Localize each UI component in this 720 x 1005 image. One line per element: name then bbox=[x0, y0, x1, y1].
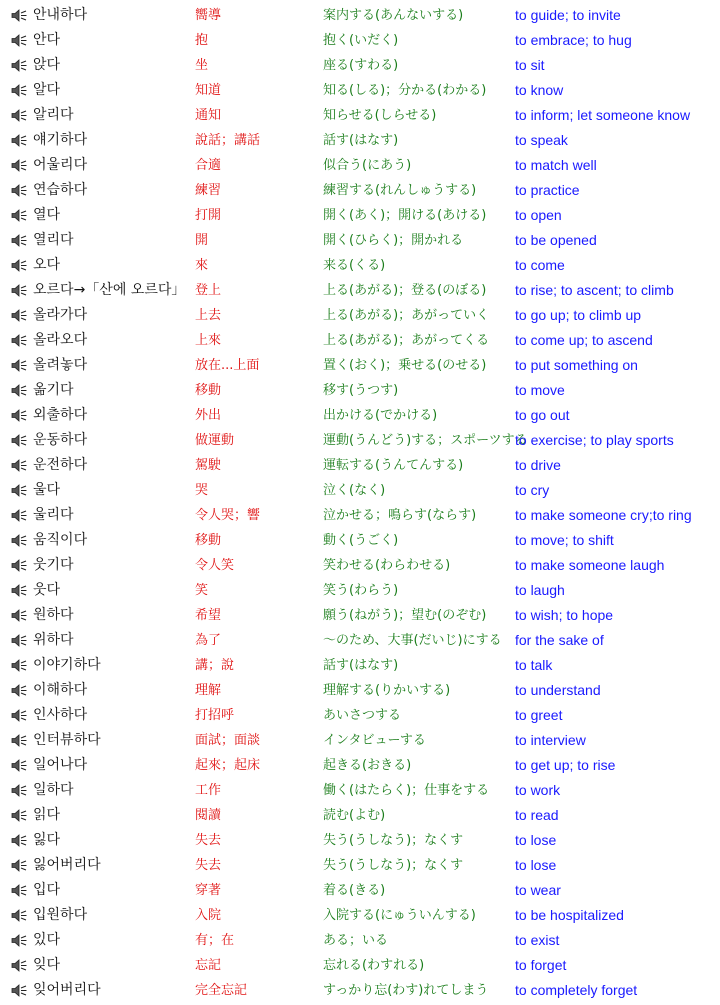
korean-word: 열다 bbox=[33, 207, 61, 223]
korean-word: 알다 bbox=[33, 82, 61, 98]
korean-word: 안내하다 bbox=[33, 7, 88, 23]
english-translation: to embrace; to hug bbox=[515, 32, 632, 48]
chinese-translation: 說話；講話 bbox=[195, 133, 261, 148]
korean-word: 어울리다 bbox=[33, 157, 88, 173]
speaker-icon[interactable] bbox=[11, 53, 29, 78]
english-translation: to make someone laugh bbox=[515, 557, 665, 573]
english-translation: to talk bbox=[515, 657, 553, 673]
speaker-icon[interactable] bbox=[11, 628, 29, 653]
japanese-translation: インタビューする bbox=[323, 733, 426, 748]
english-translation: to get up; to rise bbox=[515, 757, 616, 773]
speaker-icon[interactable] bbox=[11, 403, 29, 428]
english-translation: to interview bbox=[515, 732, 586, 748]
list-item bbox=[0, 878, 720, 903]
english-translation: to work bbox=[515, 782, 561, 798]
chinese-translation: 駕駛 bbox=[195, 458, 222, 473]
speaker-icon[interactable] bbox=[11, 328, 29, 353]
list-item bbox=[0, 578, 720, 603]
english-translation: to sit bbox=[515, 57, 545, 73]
japanese-translation: 失う(うしなう)；なくす bbox=[323, 858, 464, 873]
speaker-icon[interactable] bbox=[11, 828, 29, 853]
english-translation: to forget bbox=[515, 957, 567, 973]
chinese-translation: 打開 bbox=[195, 208, 222, 223]
korean-word: 운동하다 bbox=[33, 432, 88, 448]
english-translation: to be opened bbox=[515, 232, 597, 248]
speaker-icon[interactable] bbox=[11, 353, 29, 378]
english-translation: to practice bbox=[515, 182, 580, 198]
english-translation: to lose bbox=[515, 857, 557, 873]
english-translation: to cry bbox=[515, 482, 550, 498]
english-translation: to come up; to ascend bbox=[515, 332, 653, 348]
japanese-translation: 理解する(りかいする) bbox=[323, 683, 451, 698]
speaker-icon[interactable] bbox=[11, 203, 29, 228]
chinese-translation: 閱讀 bbox=[195, 808, 222, 823]
speaker-icon[interactable] bbox=[11, 303, 29, 328]
korean-word: 오르다→「산에 오르다」 bbox=[33, 282, 186, 298]
list-item bbox=[0, 103, 720, 128]
speaker-icon[interactable] bbox=[11, 603, 29, 628]
chinese-translation: 抱 bbox=[195, 33, 209, 48]
chinese-translation: 開 bbox=[195, 233, 209, 248]
japanese-translation: 話す(はなす) bbox=[323, 133, 399, 148]
english-translation: to come bbox=[515, 257, 565, 273]
list-item bbox=[0, 503, 720, 528]
english-translation: to inform; let someone know bbox=[515, 107, 691, 123]
korean-word: 잊어버리다 bbox=[33, 982, 101, 998]
chinese-translation: 完全忘記 bbox=[195, 983, 248, 998]
english-translation: to move; to shift bbox=[515, 532, 614, 548]
chinese-translation: 外出 bbox=[195, 408, 222, 423]
korean-word: 오다 bbox=[33, 257, 61, 273]
speaker-icon[interactable] bbox=[11, 428, 29, 453]
korean-word: 울리다 bbox=[33, 507, 74, 523]
english-translation: to wish; to hope bbox=[515, 607, 614, 623]
chinese-translation: 移動 bbox=[195, 533, 222, 548]
japanese-translation: 似合う(にあう) bbox=[323, 158, 412, 173]
speaker-icon[interactable] bbox=[11, 178, 29, 203]
english-translation: to match well bbox=[515, 157, 597, 173]
korean-word: 이해하다 bbox=[33, 682, 88, 698]
japanese-translation: 案内する(あんないする) bbox=[323, 8, 464, 23]
speaker-icon[interactable] bbox=[11, 253, 29, 278]
japanese-translation: 読む(よむ) bbox=[323, 808, 386, 823]
english-translation: to wear bbox=[515, 882, 561, 898]
list-item bbox=[0, 553, 720, 578]
english-translation: to move bbox=[515, 382, 565, 398]
list-item bbox=[0, 453, 720, 478]
english-translation: to exist bbox=[515, 932, 560, 948]
japanese-translation: 来る(くる) bbox=[323, 258, 386, 273]
speaker-icon[interactable] bbox=[11, 3, 29, 28]
english-translation: to know bbox=[515, 82, 564, 98]
english-translation: to be hospitalized bbox=[515, 907, 624, 923]
list-item bbox=[0, 603, 720, 628]
korean-word: 웃기다 bbox=[33, 557, 74, 573]
list-item bbox=[0, 278, 720, 303]
korean-word: 앉다 bbox=[33, 57, 61, 73]
english-translation: to read bbox=[515, 807, 559, 823]
chinese-translation: 入院 bbox=[195, 908, 222, 923]
list-item bbox=[0, 3, 720, 28]
list-item bbox=[0, 953, 720, 978]
japanese-translation: 知る(しる)；分かる(わかる) bbox=[323, 83, 487, 98]
list-item bbox=[0, 228, 720, 253]
korean-word: 있다 bbox=[33, 932, 61, 948]
chinese-translation: 講；說 bbox=[195, 658, 235, 673]
korean-word: 잃어버리다 bbox=[33, 857, 101, 873]
chinese-translation: 上去 bbox=[195, 308, 222, 323]
speaker-icon[interactable] bbox=[11, 378, 29, 403]
list-item bbox=[0, 153, 720, 178]
english-translation: to understand bbox=[515, 682, 601, 698]
speaker-icon[interactable] bbox=[11, 128, 29, 153]
english-translation: to go up; to climb up bbox=[515, 307, 642, 323]
japanese-translation: 泣く(なく) bbox=[323, 483, 386, 498]
japanese-translation: 知らせる(しらせる) bbox=[323, 108, 437, 123]
chinese-translation: 忘記 bbox=[195, 958, 222, 973]
korean-word: 올라오다 bbox=[33, 332, 88, 348]
chinese-translation: 起來；起床 bbox=[195, 758, 261, 773]
japanese-translation: 着る(きる) bbox=[323, 883, 386, 898]
japanese-translation: 上る(あがる)；登る(のぼる) bbox=[323, 283, 487, 298]
speaker-icon[interactable] bbox=[11, 103, 29, 128]
korean-word: 외출하다 bbox=[33, 407, 88, 423]
list-item bbox=[0, 978, 720, 1003]
chinese-translation: 坐 bbox=[195, 58, 209, 73]
english-translation: to open bbox=[515, 207, 562, 223]
chinese-translation: 知道 bbox=[195, 83, 222, 98]
english-translation: to speak bbox=[515, 132, 568, 148]
chinese-translation: 打招呼 bbox=[195, 708, 235, 723]
korean-word: 일어나다 bbox=[33, 757, 88, 773]
english-translation: to put something on bbox=[515, 357, 638, 373]
list-item bbox=[0, 803, 720, 828]
chinese-translation: 令人笑 bbox=[195, 558, 235, 573]
japanese-translation: 抱く(いだく) bbox=[323, 33, 399, 48]
korean-word: 움직이다 bbox=[33, 532, 88, 548]
speaker-icon[interactable] bbox=[11, 153, 29, 178]
list-item bbox=[0, 928, 720, 953]
chinese-translation: 通知 bbox=[195, 108, 222, 123]
chinese-translation: 理解 bbox=[195, 683, 222, 698]
list-item bbox=[0, 203, 720, 228]
chinese-translation: 來 bbox=[195, 258, 209, 273]
speaker-icon[interactable] bbox=[11, 528, 29, 553]
list-item bbox=[0, 703, 720, 728]
list-item bbox=[0, 828, 720, 853]
japanese-translation: 失う(うしなう)；なくす bbox=[323, 833, 464, 848]
chinese-translation: 希望 bbox=[195, 608, 222, 623]
list-item bbox=[0, 628, 720, 653]
speaker-icon[interactable] bbox=[11, 278, 29, 303]
korean-word: 안다 bbox=[33, 32, 61, 48]
speaker-icon[interactable] bbox=[11, 553, 29, 578]
list-item bbox=[0, 53, 720, 78]
japanese-translation: 忘れる(わすれる) bbox=[323, 958, 425, 973]
korean-word: 얘기하다 bbox=[33, 132, 88, 148]
japanese-translation: 話す(はなす) bbox=[323, 658, 399, 673]
korean-word: 원하다 bbox=[33, 607, 74, 623]
list-item bbox=[0, 678, 720, 703]
korean-word: 옮기다 bbox=[33, 382, 74, 398]
speaker-icon[interactable] bbox=[11, 228, 29, 253]
english-translation: to guide; to invite bbox=[515, 7, 621, 23]
speaker-icon[interactable] bbox=[11, 778, 29, 803]
korean-word: 이야기하다 bbox=[33, 657, 101, 673]
chinese-translation: 面試；面談 bbox=[195, 733, 261, 748]
chinese-translation: 有；在 bbox=[195, 933, 235, 948]
list-item bbox=[0, 353, 720, 378]
chinese-translation: 失去 bbox=[195, 858, 222, 873]
korean-word: 입다 bbox=[33, 882, 61, 898]
list-item bbox=[0, 428, 720, 453]
japanese-translation: 運転する(うんてんする) bbox=[323, 458, 464, 473]
chinese-translation: 嚮導 bbox=[195, 8, 222, 23]
list-item bbox=[0, 478, 720, 503]
list-item bbox=[0, 253, 720, 278]
speaker-icon[interactable] bbox=[11, 728, 29, 753]
english-translation: to go out bbox=[515, 407, 570, 423]
speaker-icon[interactable] bbox=[11, 653, 29, 678]
english-translation: for the sake of bbox=[515, 632, 604, 648]
speaker-icon[interactable] bbox=[11, 578, 29, 603]
korean-word: 올라가다 bbox=[33, 307, 88, 323]
list-item bbox=[0, 728, 720, 753]
korean-word: 운전하다 bbox=[33, 457, 88, 473]
speaker-icon[interactable] bbox=[11, 28, 29, 53]
japanese-translation: 起きる(おきる) bbox=[323, 758, 412, 773]
speaker-icon[interactable] bbox=[11, 803, 29, 828]
japanese-translation: 上る(あがる)；あがってくる bbox=[323, 333, 490, 348]
korean-word: 웃다 bbox=[33, 582, 61, 598]
chinese-translation: 穿著 bbox=[195, 883, 222, 898]
korean-word: 잃다 bbox=[33, 832, 61, 848]
japanese-translation: 運動(うんどう)する；スポーツする bbox=[323, 433, 528, 448]
list-item bbox=[0, 78, 720, 103]
japanese-translation: 座る(すわる) bbox=[323, 58, 399, 73]
list-item bbox=[0, 528, 720, 553]
japanese-translation: 練習する(れんしゅうする) bbox=[323, 183, 477, 198]
japanese-translation: 泣かせる；鳴らす(ならす) bbox=[323, 508, 477, 523]
japanese-translation: 笑う(わらう) bbox=[323, 583, 399, 598]
korean-word: 인사하다 bbox=[33, 707, 88, 723]
list-item bbox=[0, 328, 720, 353]
speaker-icon[interactable] bbox=[11, 978, 29, 1003]
list-item bbox=[0, 903, 720, 928]
japanese-translation: 開く(ひらく)；開かれる bbox=[323, 233, 464, 248]
english-translation: to make someone cry;to ring bbox=[515, 507, 692, 523]
japanese-translation: あいさつする bbox=[323, 708, 402, 723]
speaker-icon[interactable] bbox=[11, 928, 29, 953]
chinese-translation: 令人哭；響 bbox=[195, 508, 261, 523]
english-translation: to rise; to ascent; to climb bbox=[515, 282, 674, 298]
korean-word: 잊다 bbox=[33, 957, 61, 973]
english-translation: to drive bbox=[515, 457, 561, 473]
korean-word: 입원하다 bbox=[33, 907, 88, 923]
korean-word: 일하다 bbox=[33, 782, 74, 798]
speaker-icon[interactable] bbox=[11, 78, 29, 103]
japanese-translation: ある；いる bbox=[323, 933, 389, 948]
korean-word: 읽다 bbox=[33, 807, 61, 823]
english-translation: to completely forget bbox=[515, 982, 638, 998]
japanese-translation: 動く(うごく) bbox=[323, 533, 399, 548]
japanese-translation: ～のため、大事(だいじ)にする bbox=[323, 633, 502, 648]
korean-word: 위하다 bbox=[33, 632, 74, 648]
speaker-icon[interactable] bbox=[11, 853, 29, 878]
list-item bbox=[0, 128, 720, 153]
speaker-icon[interactable] bbox=[11, 878, 29, 903]
list-item bbox=[0, 178, 720, 203]
korean-word: 인터뷰하다 bbox=[33, 732, 101, 748]
japanese-translation: 置く(おく)；乗せる(のせる) bbox=[323, 358, 487, 373]
speaker-icon[interactable] bbox=[11, 478, 29, 503]
japanese-translation: 願う(ねがう)；望む(のぞむ) bbox=[323, 608, 487, 623]
japanese-translation: すっかり忘(わす)れてしまう bbox=[323, 983, 489, 998]
korean-word: 연습하다 bbox=[33, 182, 88, 198]
list-item bbox=[0, 303, 720, 328]
korean-word: 열리다 bbox=[33, 232, 74, 248]
korean-word: 울다 bbox=[33, 482, 61, 498]
english-translation: to greet bbox=[515, 707, 563, 723]
chinese-translation: 放在...上面 bbox=[195, 358, 260, 373]
chinese-translation: 工作 bbox=[195, 783, 222, 798]
list-item bbox=[0, 778, 720, 803]
english-translation: to exercise; to play sports bbox=[515, 432, 674, 448]
list-item bbox=[0, 853, 720, 878]
chinese-translation: 合適 bbox=[195, 158, 222, 173]
japanese-translation: 入院する(にゅういんする) bbox=[323, 908, 476, 923]
chinese-translation: 登上 bbox=[195, 283, 222, 298]
chinese-translation: 失去 bbox=[195, 833, 222, 848]
korean-word: 알리다 bbox=[33, 107, 74, 123]
speaker-icon[interactable] bbox=[11, 703, 29, 728]
speaker-icon[interactable] bbox=[11, 753, 29, 778]
japanese-translation: 移す(うつす) bbox=[323, 383, 399, 398]
japanese-translation: 開く(あく)；開ける(あける) bbox=[323, 208, 487, 223]
japanese-translation: 上る(あがる)；あがっていく bbox=[323, 308, 490, 323]
list-item bbox=[0, 28, 720, 53]
chinese-translation: 哭 bbox=[195, 483, 209, 498]
list-item bbox=[0, 403, 720, 428]
chinese-translation: 笑 bbox=[195, 583, 209, 598]
chinese-translation: 移動 bbox=[195, 383, 222, 398]
speaker-icon[interactable] bbox=[11, 503, 29, 528]
vocabulary-list bbox=[0, 3, 720, 1003]
english-translation: to laugh bbox=[515, 582, 565, 598]
speaker-icon[interactable] bbox=[11, 678, 29, 703]
japanese-translation: 出かける(でかける) bbox=[323, 408, 438, 423]
korean-word: 올려놓다 bbox=[33, 357, 88, 373]
speaker-icon[interactable] bbox=[11, 953, 29, 978]
list-item bbox=[0, 378, 720, 403]
speaker-icon[interactable] bbox=[11, 903, 29, 928]
japanese-translation: 働く(はたらく)；仕事をする bbox=[323, 783, 490, 798]
chinese-translation: 做運動 bbox=[195, 433, 235, 448]
speaker-icon[interactable] bbox=[11, 453, 29, 478]
chinese-translation: 為了 bbox=[195, 633, 222, 648]
english-translation: to lose bbox=[515, 832, 557, 848]
chinese-translation: 練習 bbox=[195, 183, 222, 198]
list-item bbox=[0, 653, 720, 678]
japanese-translation: 笑わせる(わらわせる) bbox=[323, 558, 451, 573]
chinese-translation: 上來 bbox=[195, 333, 222, 348]
list-item bbox=[0, 753, 720, 778]
